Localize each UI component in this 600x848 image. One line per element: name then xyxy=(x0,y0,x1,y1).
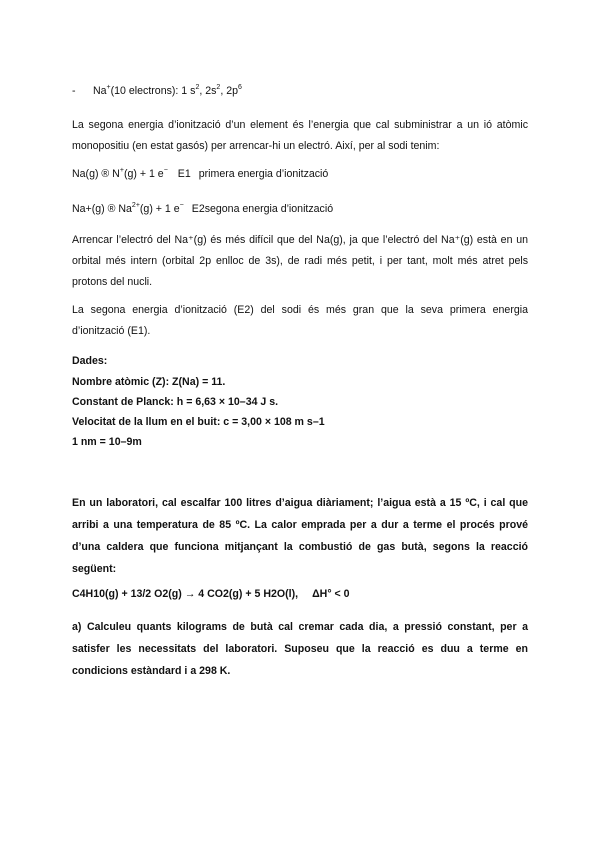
list-bullet: - xyxy=(72,85,76,97)
problem-statement: En un laboratori, cal escalfar 100 litres d’aigua diàriament; l’aigua està a 15 ºC, i cal que arribi a una temperatura de 85 ºC. La calor emprada per a dur a terme el procés prové d’una caldera que funciona mitjançant la combustió de gas butà, segons la reacció següent: xyxy=(72,497,528,575)
definition-paragraph: La segona energia d’ionització d’un element és l’energia que cal subministrar a un ió atòmic monopositiu (en estat gasós) per arrencar-hi un electró. Així, per al sodi tenim: xyxy=(72,119,528,152)
first-ionization-equation: Na(g) ® N+(g) + 1 e− E1 primera energia d’ionització xyxy=(72,167,329,180)
question-a: a) Calculeu quants kilograms de butà cal cremar cada dia, a pressió constant, per a satisfer les necessitats del laboratori. Suposeu que la reacció es duu a terme en condicions estàndard i a 298 K. xyxy=(72,621,528,677)
electron-configuration-line: Na+(10 electrons): 1 $s^2$, $2s^2$, $2p^6$ xyxy=(93,84,242,97)
data-speed-of-light: Velocitat de la llum en el buit: c = 3,00 × 108 m s–1 xyxy=(72,416,325,428)
data-nanometer: 1 nm = 10–9m xyxy=(72,436,142,448)
combustion-reaction: C4H10(g) + 13/2 O2(g) → 4 CO2(g) + 5 H2O(l), ΔH° < 0 xyxy=(72,588,350,600)
explanation-paragraph: Arrencar l’electró del Na⁺(g) és més difícil que del Na(g), ja que l’electró del Na⁺(g) està en un orbital més intern (orbital 2p enlloc de 3s), de radi més petit, i per tant, molt més atret pels protons del nucli. xyxy=(72,234,528,288)
data-atomic-number: Nombre atòmic (Z): Z(Na) = 11. xyxy=(72,376,226,388)
conclusion-paragraph: La segona energia d’ionització (E2) del sodi és més gran que la seva primera energia d’ionització (E1). xyxy=(72,304,528,337)
second-ionization-equation: Na+(g) ® $Na^{2+}(g) + 1$ e− E2segona energia d’ionització xyxy=(72,202,334,215)
data-heading: Dades: xyxy=(72,355,108,367)
data-planck-constant: Constant de Planck: h = 6,63 × 10–34 J s. xyxy=(72,396,279,408)
